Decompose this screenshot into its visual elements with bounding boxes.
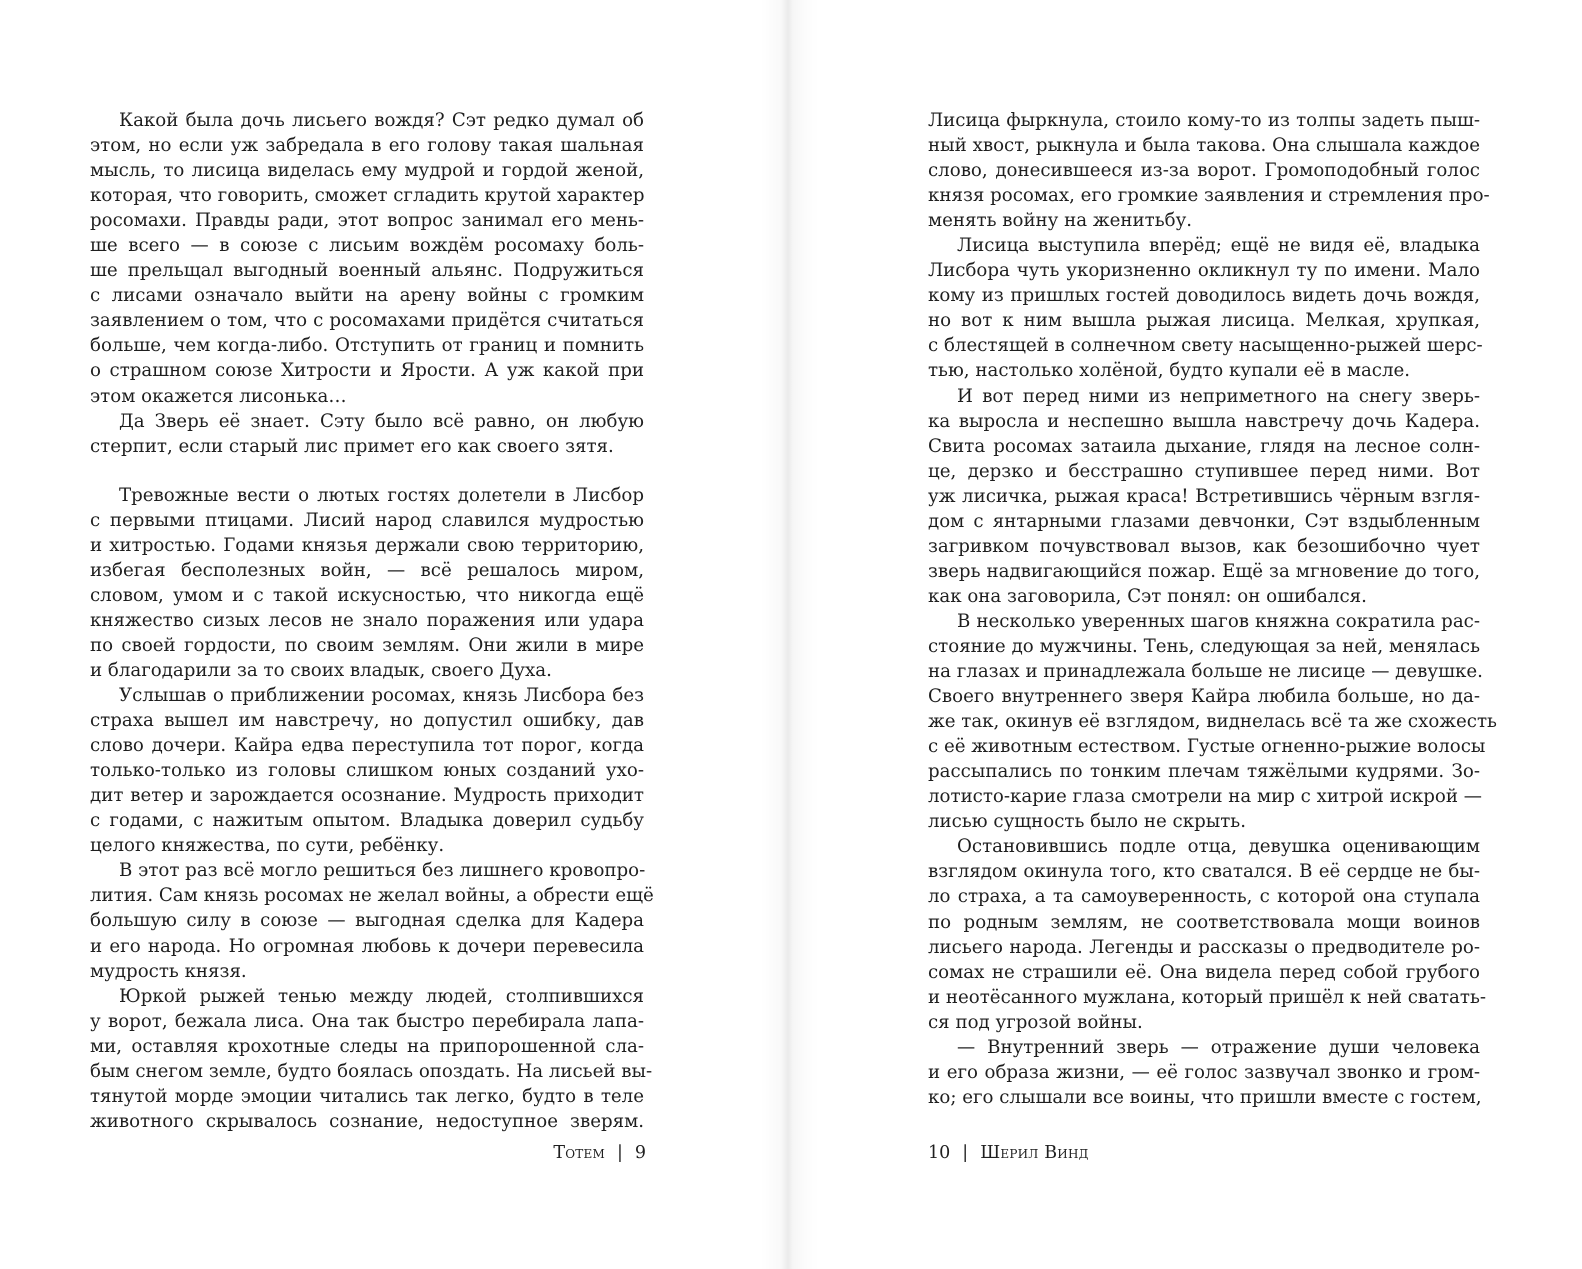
text-line: мудрость князя. (90, 960, 247, 982)
text-line: тянутой морде эмоции читались так легко, будто в теле (90, 1085, 644, 1107)
text-line: Своего внутреннего зверя Кайра любила больше, но да- (928, 686, 1480, 708)
text-line: слово дочери. Кайра едва переступила тот порог, когда (90, 735, 644, 757)
text-line: князя росомах, его громкие заявления и стремления про- (928, 185, 1490, 207)
text-line: с её животным естеством. Густые огненно-рыжие волосы (928, 736, 1486, 758)
text-line: — Внутренний зверь — отражение души человека (957, 1036, 1480, 1058)
text-line: и неотёсанного мужлана, который пришёл к ней сватать- (928, 986, 1487, 1008)
text-line: загривком почувствовал вызов, как безошибочно чует (928, 535, 1480, 557)
text-line: с блестящей в солнечном свету насыщенно-рыжей шерс- (928, 335, 1483, 357)
text-line: ка выросла и неспешно вышла навстречу дочь Кадера. (928, 410, 1480, 432)
text-line: и хитростью. Годами князья держали свою территорию, (90, 534, 644, 556)
text-line: Тревожные вести о лютых гостях долетели в Лисбор (119, 484, 644, 506)
text-line: же так, окинув её взглядом, виднелась всё та же схожесть (928, 711, 1497, 733)
paragraph (928, 609, 1497, 834)
text-line: ный хвост, рыкнула и была такова. Она слышала каждое (928, 135, 1480, 157)
paragraph (90, 108, 644, 409)
text-line: животного скрывалось сознание, недоступное зверям. (90, 1110, 644, 1132)
text-line: уж лисичка, рыжая краса! Встретившись чёрным взгля- (928, 485, 1480, 507)
paragraph (928, 108, 1490, 233)
running-title: Тотем (553, 1143, 605, 1163)
text-line: Остановившись подле отца, девушка оценивающим (957, 836, 1480, 858)
left-page (0, 0, 788, 1269)
text-line: целого княжества, по сути, ребёнку. (90, 835, 445, 857)
text-line: ми, оставляя крохотные следы на припорошенной сла- (90, 1035, 644, 1057)
text-line: тью, настолько холёной, будто купали её в масле. (928, 360, 1411, 382)
right-page-body (928, 108, 1497, 1110)
left-page-body (90, 108, 654, 1134)
text-line: Юркой рыжей тенью между людей, столпившихся (119, 985, 644, 1007)
text-line: о страшном союзе Хитрости и Ярости. А уж какой при (90, 360, 644, 382)
paragraph (90, 858, 654, 983)
text-line: ше всего — в союзе с лисьим вождём росомаху боль- (90, 235, 644, 257)
text-line: стерпит, если старый лис примет его как своего зятя. (90, 435, 614, 457)
text-line: только-только из головы слишком юных созданий ухо- (90, 760, 644, 782)
text-line: по своей гордости, по своим землям. Они жили в мире (90, 634, 644, 656)
text-line: и его народа. Но огромная любовь к дочери перевесила (90, 935, 644, 957)
text-line: с лисами означало выйти на арену войны с громким (90, 285, 644, 307)
text-line: лотисто-карие глаза смотрели на мир с хитрой искрой — (928, 786, 1482, 808)
text-line: зверь надвигающийся пожар. Ещё за мгновение до того, (928, 560, 1480, 582)
text-line: избегая бесполезных войн, — всё решалось миром, (90, 559, 644, 581)
paragraph (928, 834, 1487, 1034)
section-break (90, 459, 644, 483)
text-line: но вот к ним вышла рыжая лисица. Мелкая, хрупкая, (928, 310, 1480, 332)
text-line: и его образа жизни, — её голос зазвучал звонко и гром- (928, 1061, 1480, 1083)
text-line: с первыми птицами. Лисий народ славился мудростью (90, 509, 644, 531)
text-line: большую силу в союзе — выгодная сделка для Кадера (90, 910, 644, 932)
text-line: ся под угрозой войны. (928, 1011, 1143, 1033)
text-line: лисьего народа. Легенды и рассказы о предводителе ро- (928, 936, 1480, 958)
text-line: больше, чем когда-либо. Отступить от границ и помнить (90, 335, 644, 357)
text-line: Лисбора чуть укоризненно окликнул ту по имени. Мало (928, 260, 1480, 282)
text-line: и благодарили за то своих владык, своего Духа. (90, 659, 552, 681)
text-line: страха вышел им навстречу, но допустил ошибку, дав (90, 710, 644, 732)
text-line: Какой была дочь лисьего вождя? Сэт редко думал об (119, 110, 644, 131)
paragraph (928, 384, 1480, 609)
text-line: дом с янтарными глазами девчонки, Сэт вздыбленным (928, 510, 1480, 532)
text-line: словом, умом и с такой искусностью, что никогда ещё (90, 584, 644, 606)
running-author: Шерил Винд (980, 1143, 1089, 1163)
text-line: лисью сущность было не скрыть. (928, 811, 1246, 833)
paragraph (90, 483, 644, 683)
right-page-footer (928, 1143, 1089, 1163)
text-line: кому из пришлых гостей доводилось видеть дочь вождя, (928, 285, 1480, 307)
text-line: менять войну на женитьбу. (928, 210, 1193, 232)
text-line: Да Зверь её знает. Сэту было всё равно, он любую (119, 410, 644, 432)
text-line: росомахи. Правды ради, этот вопрос занимал его мень- (90, 210, 644, 232)
text-line: у ворот, бежала лиса. Она так быстро перебирала лапа- (90, 1010, 644, 1032)
text-line: В этот раз всё могло решиться без лишнего кровопро- (119, 860, 646, 882)
text-line: которая, что говорить, сможет сгладить крутой характер (90, 185, 645, 207)
text-line: этом, но если уж забредала в его голову такая шальная (90, 135, 644, 157)
left-page-footer (553, 1143, 646, 1163)
text-line: сомах не страшили её. Она видела перед собой грубого (928, 961, 1480, 983)
text-line: ко; его слышали все воины, что пришли вместе с гостем, (928, 1086, 1482, 1108)
text-line: стояние до мужчины. Тень, следующая за ней, менялась (928, 635, 1480, 657)
text-line: заявлением о том, что с росомахами придётся считаться (90, 310, 644, 332)
paragraph (928, 233, 1483, 383)
footer-separator: | (616, 1143, 623, 1163)
text-line: взглядом окинула того, кто сватался. В её сердце не бы- (928, 861, 1480, 883)
paragraph (90, 984, 653, 1134)
text-line: И вот перед ними из неприметного на снегу зверь- (957, 385, 1480, 407)
text-line: В несколько уверенных шагов княжна сократила рас- (957, 610, 1480, 632)
text-line: ше прельщал выгодный военный альянс. Подружиться (90, 260, 644, 282)
text-line: слово, донесившееся из-за ворот. Громоподобный голос (928, 160, 1480, 182)
text-line: Свита росомах затаила дыхание, глядя на лесное солн- (928, 435, 1480, 457)
text-line: на глазах и принадлежала больше не лисице — девушке. (928, 661, 1483, 683)
text-line: Услышав о приближении росомах, князь Лисбора без (119, 685, 644, 707)
text-line: мысль, то лисица виделась ему мудрой и гордой женой, (90, 160, 644, 182)
text-line: с годами, с нажитым опытом. Владыка доверил судьбу (90, 810, 644, 832)
text-line: княжество сизых лесов не знало поражения или удара (90, 609, 644, 631)
text-line: этом окажется лисонька… (90, 385, 347, 407)
paragraph (928, 1035, 1480, 1110)
text-line: Лисица фыркнула, стоило кому-то из толпы задеть пыш- (928, 110, 1480, 131)
text-line: бым снегом земле, будто боялась опоздать. На лисьей вы- (90, 1060, 653, 1082)
paragraph (90, 409, 644, 459)
paragraph (90, 683, 644, 858)
text-line: как она заговорила, Сэт понял: он ошибался. (928, 585, 1367, 607)
text-line: лития. Сам князь росомах не желал войны, а обрести ещё (90, 885, 654, 907)
footer-separator: | (962, 1143, 969, 1163)
text-line: по родным землям, не соответствовала мощи воинов (928, 911, 1480, 933)
page-number: 10 (928, 1143, 951, 1163)
text-line: дит ветер и зарождается осознание. Мудрость приходит (90, 785, 644, 807)
text-line: Лисица выступила вперёд; ещё не видя её, владыка (957, 235, 1480, 257)
page-number: 9 (634, 1143, 646, 1163)
text-line: рассыпались по тонким плечам тяжёлыми кудрями. Зо- (928, 761, 1480, 783)
text-line: це, дерзко и бесстрашно ступившее перед ними. Вот (928, 460, 1480, 482)
right-page (788, 0, 1582, 1269)
text-line: ло страха, а та самоуверенность, с которой она ступала (928, 886, 1480, 908)
